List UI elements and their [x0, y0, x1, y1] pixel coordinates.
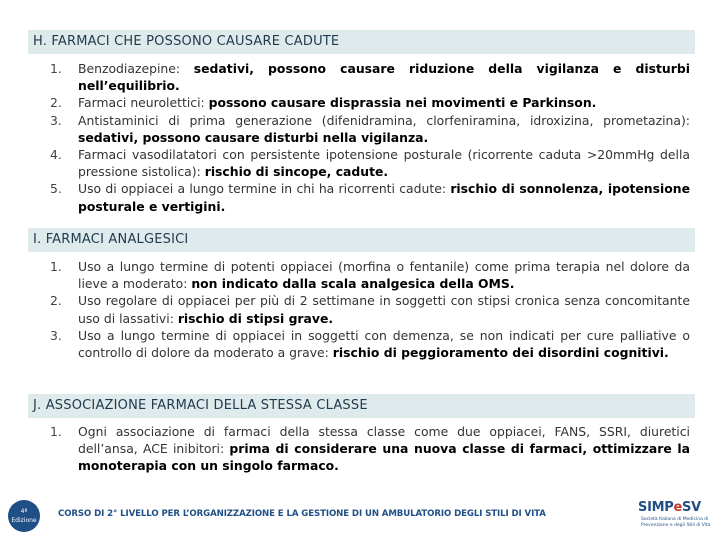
- item-number: 4.: [50, 147, 62, 163]
- list-item: [30, 423, 690, 475]
- logo-accent: e: [673, 500, 682, 515]
- item-text: Antistaminici di prima generazione (difenidramina, clorfeniramina, idroxizina, prometazina):: [78, 112, 690, 128]
- list-item: [30, 94, 690, 111]
- item-number: 1.: [50, 61, 62, 76]
- item-number: 1.: [50, 424, 62, 439]
- item-emphasis: possono causare disprassia nei movimenti e Parkinson.: [208, 95, 597, 111]
- item-text: Uso regolare di oppiacei per più di 2 settimane in soggetti con stipsi cronica senza concomitante uso di lassativi:: [78, 293, 690, 326]
- item-text: Farmaci vasodilatatori con persistente ipotensione posturale (ricorrente caduta >20mmHg della pressione sistolica):: [78, 147, 690, 180]
- logo-tail: SV: [682, 500, 701, 515]
- item-number: 2.: [50, 95, 62, 111]
- item-emphasis: rischio di peggioramento dei disordini cognitivi.: [332, 345, 669, 361]
- logo-subtitle: Società Italiana di Medicina di Prevenzione e degli Stili di Vita: [641, 517, 711, 528]
- list-item: [30, 146, 690, 180]
- item-text: Ogni associazione di farmaci della stessa classe come due oppiacei, FANS, SSRI, diuretici dell’ansa, ACE inibitori:: [78, 424, 690, 457]
- list-item: [30, 292, 690, 326]
- item-number: 3.: [50, 112, 62, 128]
- simpesv-logo: [638, 500, 718, 536]
- item-emphasis: rischio di sincope, cadute.: [204, 164, 389, 180]
- list-item: [30, 327, 690, 361]
- list-item: [30, 180, 690, 214]
- item-number: 3.: [50, 327, 62, 343]
- item-emphasis: rischio di sonnolenza, ipotensione posturale e vertigini.: [78, 181, 690, 214]
- list-section-i: [30, 258, 690, 361]
- list-item: [30, 258, 690, 292]
- item-emphasis: sedativi, possono causare disturbi nella vigilanza.: [78, 129, 429, 145]
- item-text: Uso a lungo termine di potenti oppiacei (morfina o fentanile) come prima terapia nel dolore da lieve a moderato:: [78, 259, 690, 292]
- item-text: Benzodiazepine:: [78, 61, 194, 76]
- item-emphasis: sedativi, possono causare riduzione della vigilanza e disturbi nell’equilibrio.: [78, 61, 690, 94]
- footer: [0, 492, 720, 540]
- list-item: [30, 112, 690, 146]
- item-emphasis: prima di considerare una nuova classe di farmaci, ottimizzare la monoterapia con un singolo farmaco.: [78, 441, 690, 474]
- item-number: 1.: [50, 259, 62, 274]
- section-header-i: I. FARMACI ANALGESICI: [28, 228, 695, 252]
- item-emphasis: non indicato dalla scala analgesica della OMS.: [191, 276, 515, 292]
- logo-main: SIMP: [638, 500, 674, 515]
- item-number: 2.: [50, 293, 62, 309]
- item-text: Uso a lungo termine di oppiacei in soggetti con demenza, se non indicati per cure palliative o controllo di dolore da moderato a grave:: [78, 327, 690, 361]
- item-emphasis: rischio di stipsi grave.: [177, 310, 334, 326]
- edition-badge: 4ª Edizione: [8, 500, 40, 532]
- list-section-j: [30, 423, 690, 475]
- section-header-j: J. ASSOCIAZIONE FARMACI DELLA STESSA CLASSE: [28, 394, 695, 418]
- section-header-h: H. FARMACI CHE POSSONO CAUSARE CADUTE: [28, 30, 695, 54]
- list-section-h: [30, 60, 690, 215]
- course-title: CORSO DI 2° LIVELLO PER L’ORGANIZZAZIONE E LA GESTIONE DI UN AMBULATORIO DEGLI STILI DI VITA: [58, 509, 546, 519]
- item-text: Uso di oppiacei a lungo termine in chi ha ricorrenti cadute:: [78, 181, 451, 197]
- item-number: 5.: [50, 181, 62, 197]
- list-item: [30, 60, 690, 94]
- logo-wordmark: [638, 500, 701, 515]
- item-text: Farmaci neurolettici:: [78, 95, 209, 111]
